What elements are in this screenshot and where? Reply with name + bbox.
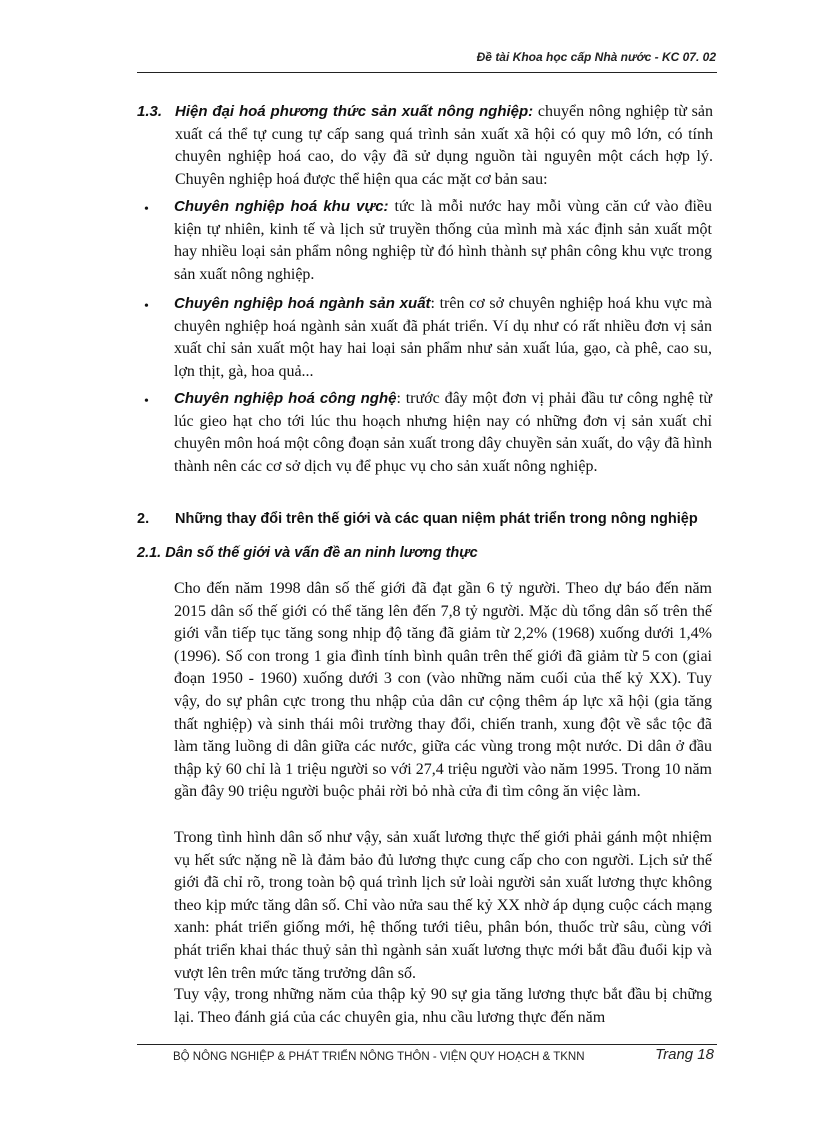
bullet-text: tức là mỗi nước hay mỗi vùng căn cứ vào điều kiện tự nhiên, kinh tế và lịch sử truyền thống của mình mà xác định sản xuất một hay nhiều loại sản phẩm nông nghiệp từ đó hình thành sự phân công khu vực trong sản xuất nông nghiệp. [174, 198, 712, 283]
paragraph-food-production: Trong tình hình dân số như vậy, sản xuất lương thực thế giới phải gánh một nhiệm vụ hết sức nặng nề là đảm bảo đủ lương thực cung cấp cho con người. Lịch sử thế giới đã chỉ rõ, trong toàn bộ quá trình lịch sử loài người sản xuất lương thực không theo kịp mức tăng dân số. Chỉ vào nửa sau thế kỷ XX nhờ áp dụng cuộc cách mạng xanh: phát triển giống mới, hệ thống tưới tiêu, phân bón, thuốc trừ sâu, cùng với phát triển khai thác thuỷ sản thì ngành sản xuất lương thực mới bắt đầu đuổi kịp và vượt lên trên mức tăng trưởng dân số. [174, 829, 712, 982]
bullet-dot: • [144, 202, 149, 217]
bullet-technology-specialization [174, 388, 712, 478]
footer-divider [137, 1044, 717, 1045]
section-1-3-number: 1.3. [137, 103, 163, 120]
paragraph-food-demand: Tuy vậy, trong những năm của thập kỷ 90 sự gia tăng lương thực bắt đầu bị chững lại. Theo đánh giá của các chuyên gia, nhu cầu lương thực đến năm [174, 986, 712, 1026]
section-2-title: Những thay đổi trên thế giới và các quan niệm phát triển trong nông nghiệp [175, 511, 698, 527]
bullet-dot: • [144, 394, 149, 409]
bullet-title: Chuyên nghiệp hoá công nghệ [174, 390, 397, 407]
section-1-3-title: Hiện đại hoá phương thức sản xuất nông nghiệp: [175, 103, 534, 120]
section-2-1-heading: 2.1. Dân số thế giới và vấn đề an ninh lương thực [137, 545, 478, 561]
header-divider [137, 72, 717, 73]
bullet-sector-specialization [174, 293, 712, 383]
page-number: Trang 18 [655, 1046, 714, 1063]
footer-organization: BỘ NÔNG NGHIỆP & PHÁT TRIỂN NÔNG THÔN - VIỆN QUY HOẠCH & TKNN [173, 1051, 585, 1063]
bullet-dot: • [144, 299, 149, 314]
section-1-3-text: chuyển nông nghiệp từ sản xuất cá thể tự cung tự cấp sang quá trình sản xuất xã hội có quy mô lớn, có tính chuyên nghiệp hoá cao, do vậy đã sử dụng nguồn tài nguyên một cách hợp lý. Chuyên nghiệp hoá được thể hiện qua các mặt cơ bản sau: [175, 103, 713, 188]
bullet-title: Chuyên nghiệp hoá ngành sản xuất [174, 295, 431, 312]
bullet-text: : trên cơ sở chuyên nghiệp hoá khu vực mà chuyên nghiệp hoá ngành sản xuất đã phát triển. Ví dụ như có rất nhiều đơn vị sản xuất chỉ sản xuất một hay hai loại sản phẩm như sản xuất lúa, gạo, cà phê, cao su, lợn thịt, gà, hoa quả... [174, 295, 712, 380]
bullet-title: Chuyên nghiệp hoá khu vực: [174, 198, 389, 215]
section-1-3-paragraph [175, 101, 713, 191]
bullet-text: : trước đây một đơn vị phải đầu tư công nghệ từ lúc gieo hạt cho tới lúc thu hoạch nhưng hiện nay có những đơn vị sản xuất chỉ chuyên môn hoá một công đoạn sản xuất trong dây chuyền sản xuất, do vậy đã hình thành nên các cơ sở dịch vụ để phục vụ cho sản xuất nông nghiệp. [174, 390, 712, 475]
header-project-title: Đề tài Khoa học cấp Nhà nước - KC 07. 02 [476, 50, 716, 64]
paragraph-population: Cho đến năm 1998 dân số thế giới đã đạt gần 6 tỷ người. Theo dự báo đến năm 2015 dân số thế giới có thể tăng lên đến 7,8 tỷ người. Mặc dù tổng dân số trên thế giới vẫn tiếp tục tăng song nhịp độ tăng đã giảm từ 2,2% (1968) xuống dưới 1,4% (1996). Số con trong 1 gia đình tính bình quân trên thế giới đã giảm từ 5 con (giai đoạn 1950 - 1960) xuống dưới 3 con (vào những năm cuối của thế kỷ XX). Tuy vậy, do sự phân cực trong thu nhập của dân cư cộng thêm áp lực xã hội (gia tăng thất nghiệp) và sinh thái môi trường thay đổi, chiến tranh, xung đột về sắc tộc đã làm tăng luồng di dân giữa các nước, giữa các vùng trong một nước. Di dân ở đầu thập kỷ 60 chỉ là 1 triệu người so với 27,4 triệu người vào năm 1995. Trong 10 năm gần đây 90 triệu người buộc phải rời bỏ nhà cửa đi tìm công ăn việc làm. [174, 580, 712, 801]
bullet-regional-specialization [174, 196, 712, 286]
section-2-number: 2. [137, 511, 150, 527]
